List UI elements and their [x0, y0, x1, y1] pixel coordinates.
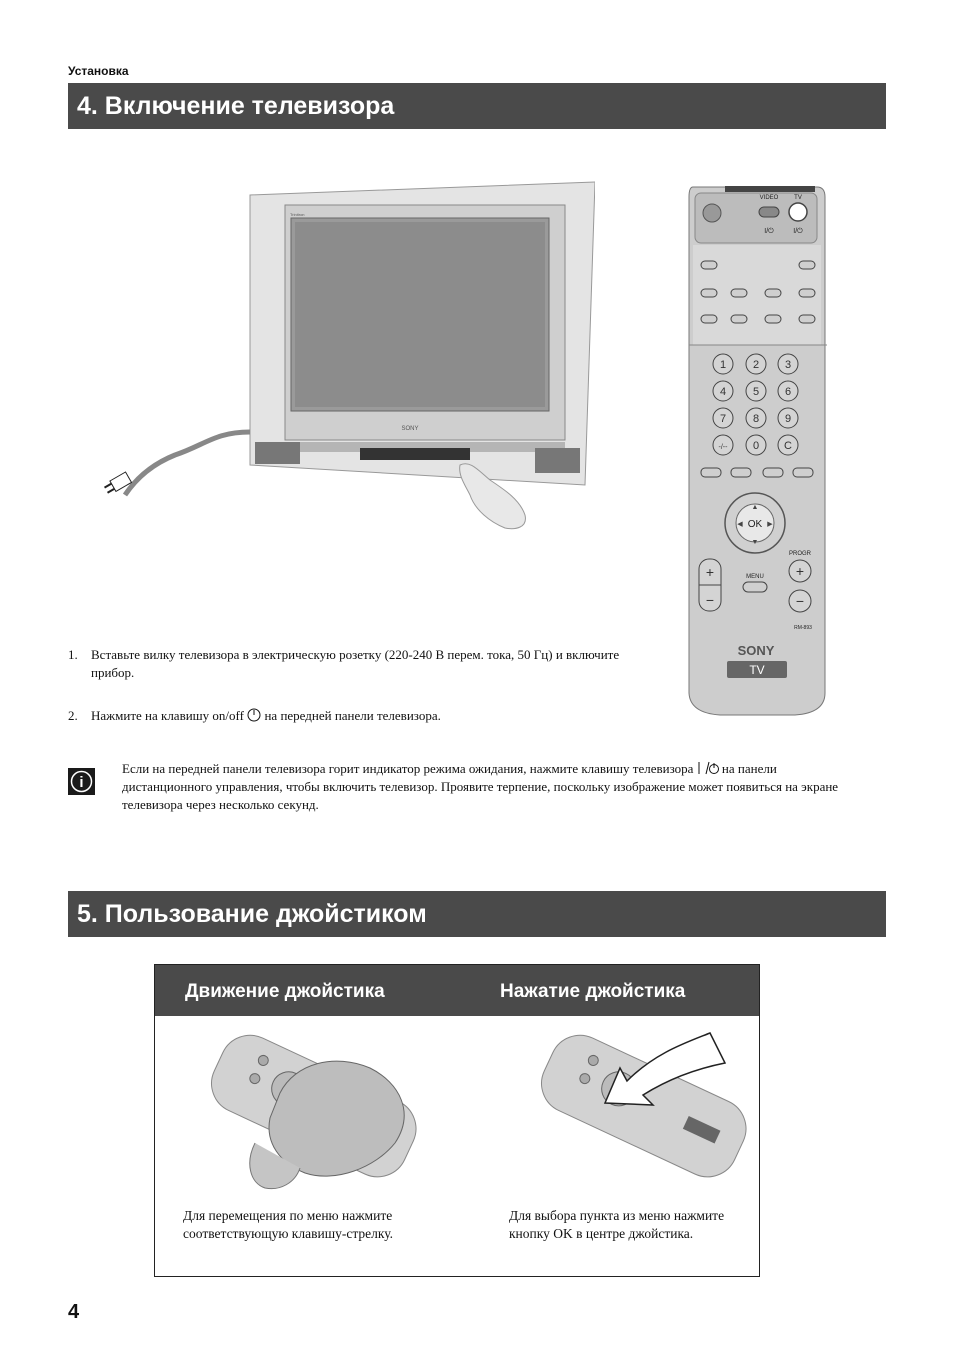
section-label: Установка — [68, 64, 129, 78]
joystick-table — [154, 964, 760, 1277]
svg-text:OK: OK — [747, 519, 763, 530]
svg-text:2: 2 — [752, 359, 760, 371]
svg-text:−: − — [795, 593, 805, 609]
standby-icon — [697, 761, 719, 775]
remote-video-label: VIDEO — [759, 195, 779, 201]
column-text-press: Для выбора пункта из меню нажмите кнопку OK в центре джойстика. — [509, 1208, 725, 1241]
svg-text:0: 0 — [752, 440, 760, 452]
column-text-move: Для перемещения по меню нажмите соответствующую клавишу-стрелку. — [183, 1208, 394, 1241]
svg-text:+: + — [705, 564, 715, 580]
step-text: Нажмите на клавишу on/off на передней панели телевизора. — [91, 708, 441, 723]
svg-text:PROGR: PROGR — [788, 551, 812, 557]
joystick-press-illustration — [515, 1023, 765, 1203]
info-note: Если на передней панели телевизора горит индикатор режима ожидания, нажмите клавишу телевизора на панели дистанционного управления, чтобы включить телевизор. Проявите терпение, поскольку изображение может появиться на экране телевизора через несколько секунд. — [122, 761, 839, 812]
svg-text:i: i — [79, 774, 84, 791]
svg-text:7: 7 — [719, 413, 727, 425]
svg-text:9: 9 — [784, 413, 792, 425]
step-2 — [68, 707, 638, 727]
section-5-title: 5. Пользование джойстиком — [68, 891, 886, 937]
step-text: Вставьте вилку телевизора в электрическую розетку (220-240 В перем. тока, 50 Гц) и включите прибор. — [91, 647, 620, 680]
svg-text:−: − — [705, 592, 715, 608]
svg-text:8: 8 — [752, 413, 760, 425]
info-icon — [68, 768, 95, 795]
svg-text:▶: ▶ — [767, 521, 773, 528]
tv-illustration — [95, 180, 595, 530]
remote-tv-label: TV — [794, 195, 802, 201]
page-number: 4 — [68, 1301, 80, 1323]
svg-text:◀: ◀ — [737, 521, 743, 528]
svg-text:5: 5 — [752, 386, 760, 398]
svg-text:▼: ▼ — [751, 539, 759, 546]
svg-text:4: 4 — [719, 386, 727, 398]
svg-text:I/⏻: I/⏻ — [764, 228, 774, 235]
remote-control-illustration — [685, 183, 827, 718]
power-icon — [247, 708, 261, 722]
svg-text:RM-893: RM-893 — [794, 625, 812, 631]
remote-brand: SONY — [737, 643, 775, 658]
section-4-title: 4. Включение телевизора — [68, 83, 886, 129]
svg-text:1: 1 — [719, 359, 727, 371]
svg-text:▲: ▲ — [751, 504, 759, 511]
column-heading-press: Нажатие джойстика — [500, 981, 686, 1002]
joystick-move-illustration — [185, 1023, 435, 1203]
step-number: 2. — [68, 708, 78, 723]
step-1 — [68, 646, 638, 686]
tv-logo: SONY — [401, 426, 419, 432]
svg-text:-/--: -/-- — [718, 444, 728, 451]
svg-text:I/⏻: I/⏻ — [793, 228, 803, 235]
svg-text:Trinitron: Trinitron — [290, 212, 305, 217]
column-heading-move: Движение джойстика — [185, 981, 385, 1002]
svg-text:6: 6 — [784, 386, 792, 398]
step-number: 1. — [68, 647, 78, 662]
svg-text:MENU: MENU — [746, 574, 764, 580]
svg-text:C: C — [784, 440, 792, 452]
svg-text:3: 3 — [784, 359, 792, 371]
svg-text:+: + — [795, 563, 805, 579]
table-header — [155, 965, 759, 1016]
svg-text:TV: TV — [749, 663, 765, 677]
